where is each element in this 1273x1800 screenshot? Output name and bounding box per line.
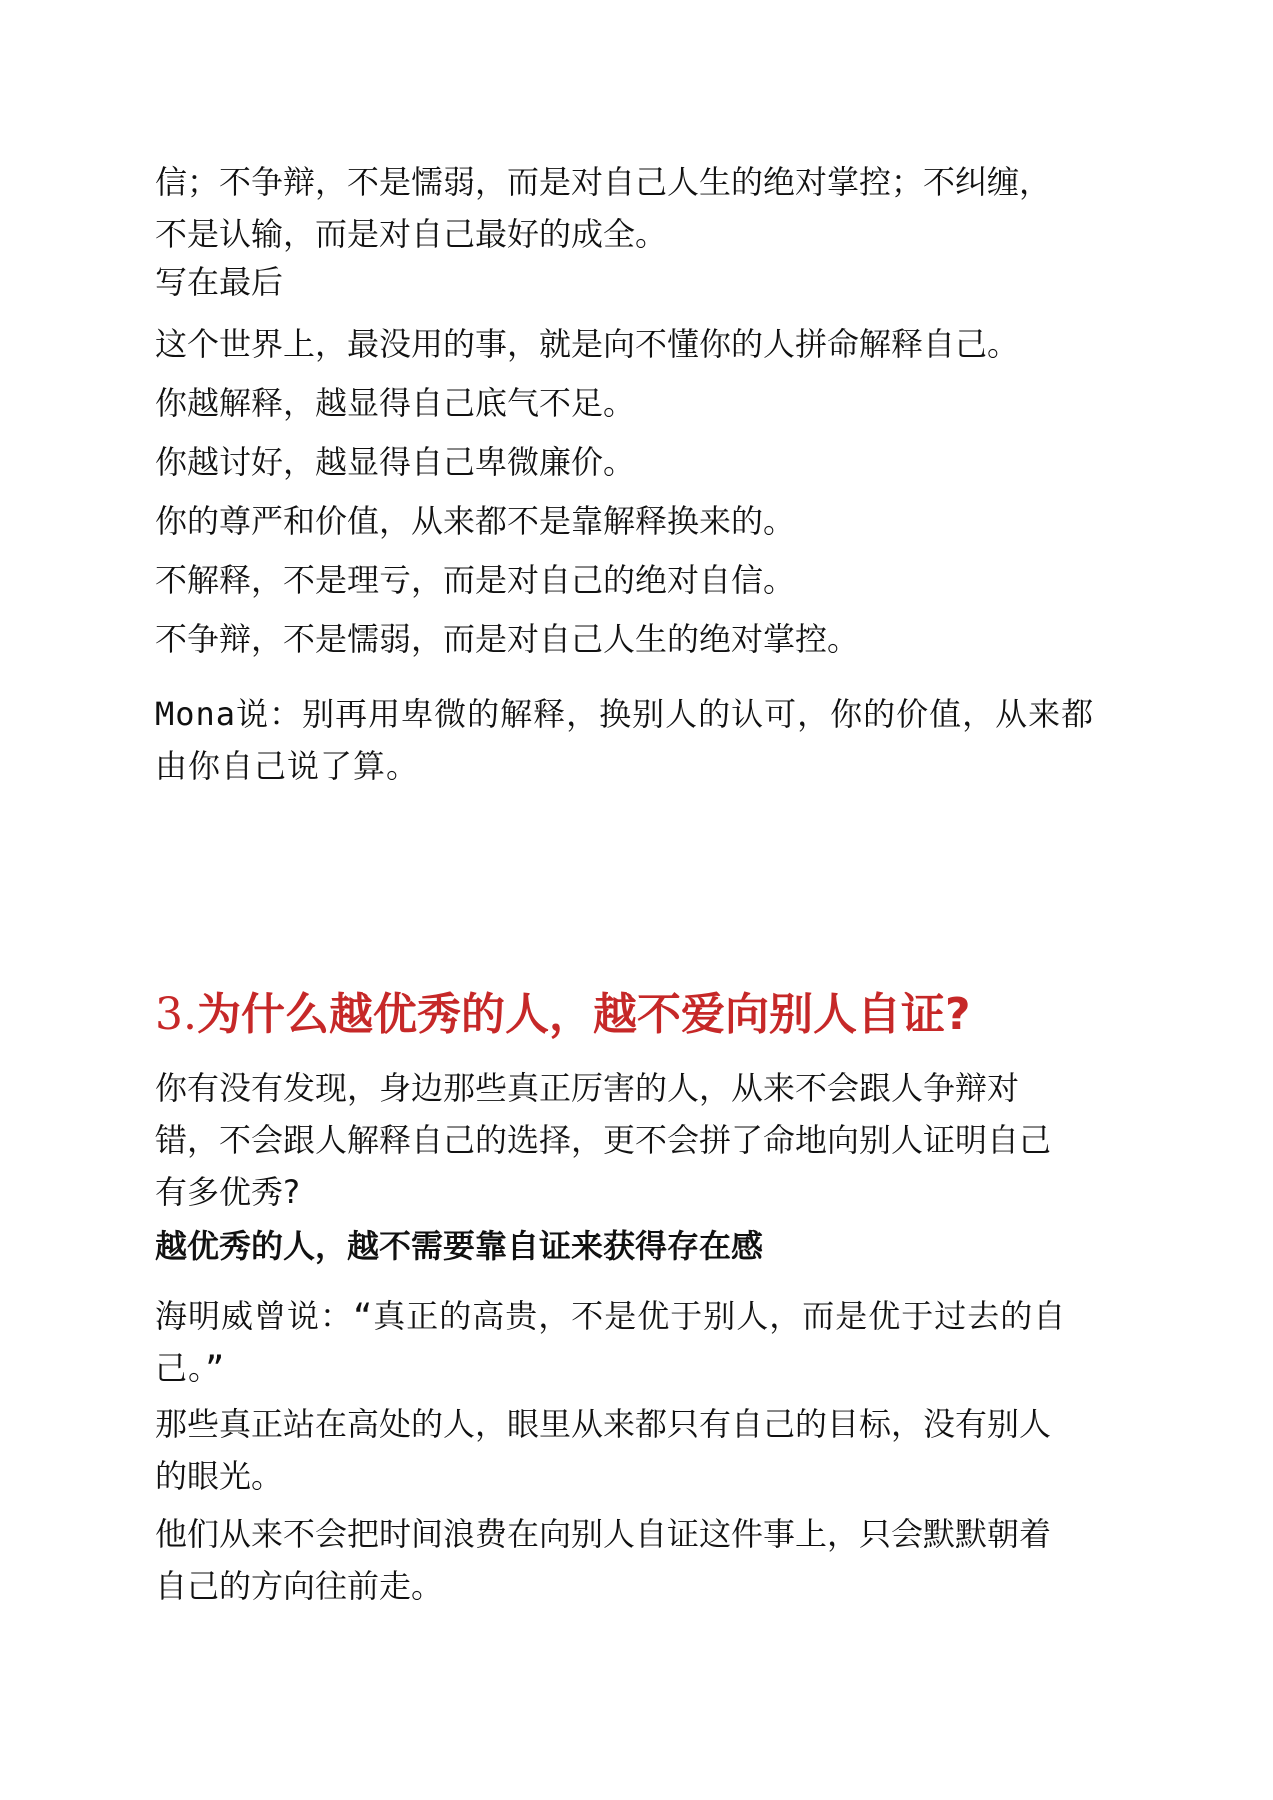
text-line: 信；不争辩，不是懦弱，而是对自己人生的绝对掌控；不纠缠， xyxy=(155,163,1052,201)
mona-quote-paragraph xyxy=(155,688,1135,792)
text-line: Mona说：别再用卑微的解释，换别人的认可，你的价值，从来都 xyxy=(155,695,1095,733)
text-line: 你有没有发现，身边那些真正厉害的人，从来不会跟人争辩对 xyxy=(155,1069,1020,1107)
text-line: 自己的方向往前走。 xyxy=(155,1567,444,1605)
paragraph-line: 你越讨好，越显得自己卑微廉价。 xyxy=(155,443,636,481)
text-line: 不是认输，而是对自己最好的成全。 xyxy=(155,215,668,253)
paragraph-line: 你的尊严和价值，从来都不是靠解释换来的。 xyxy=(155,502,796,540)
intro-question-paragraph xyxy=(155,1062,1135,1218)
text-line: 错，不会跟人解释自己的选择，更不会拼了命地向别人证明自己 xyxy=(155,1121,1052,1159)
paragraph-line: 这个世界上，最没用的事，就是向不懂你的人拼命解释自己。 xyxy=(155,325,1020,363)
paragraph-line: 不争辩，不是懦弱，而是对自己人生的绝对掌控。 xyxy=(155,620,860,658)
paragraph xyxy=(155,1398,1135,1502)
text-line: 他们从来不会把时间浪费在向别人自证这件事上，只会默默朝着 xyxy=(155,1515,1052,1553)
text-line: 由你自己说了算。 xyxy=(155,747,420,785)
text-line: 的眼光。 xyxy=(155,1457,284,1495)
text-line: 那些真正站在高处的人，眼里从来都只有自己的目标，没有别人 xyxy=(155,1405,1052,1443)
text-line: 己。” xyxy=(155,1349,226,1387)
text-line: 有多优秀? xyxy=(155,1173,300,1211)
paragraph-line: 不解释，不是理亏，而是对自己的绝对自信。 xyxy=(155,561,796,599)
section-heading xyxy=(155,985,971,1045)
intro-paragraph xyxy=(155,156,1135,260)
hemingway-quote-paragraph xyxy=(155,1290,1135,1394)
bold-subheading: 越优秀的人，越不需要靠自证来获得存在感 xyxy=(155,1227,764,1265)
section-number: 3. xyxy=(155,989,197,1040)
subheading-final-words: 写在最后 xyxy=(155,263,284,301)
paragraph xyxy=(155,1508,1135,1612)
paragraph-line: 你越解释，越显得自己底气不足。 xyxy=(155,384,636,422)
section-title: 为什么越优秀的人，越不爱向别人自证? xyxy=(196,989,971,1040)
text-line: 海明威曾说：“真正的高贵，不是优于别人，而是优于过去的自 xyxy=(155,1297,1067,1335)
